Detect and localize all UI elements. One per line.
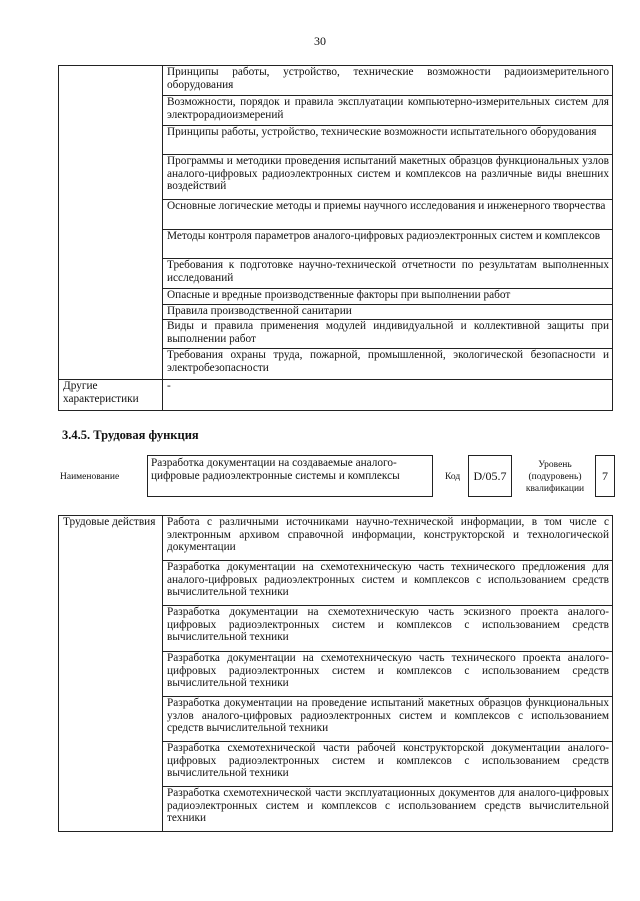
table-cell: Требования к подготовке научно-технической отчетности по результатам выполненных исследований xyxy=(163,259,613,289)
table-row xyxy=(59,380,613,411)
table-row xyxy=(59,66,613,96)
table-cell: Требования охраны труда, пожарной, промышленной, экологической безопасности и электробезопасности xyxy=(163,349,613,380)
other-characteristics-value: - xyxy=(163,380,613,411)
function-header xyxy=(58,455,615,503)
work-actions-label: Трудовые действия xyxy=(59,516,163,832)
table-cell: Принципы работы, устройство, технические возможности радиоизмерительного оборудования xyxy=(163,66,613,96)
table-cell: Основные логические методы и приемы научного исследования и инженерного творчества xyxy=(163,200,613,230)
function-code: D/05.7 xyxy=(468,455,512,497)
table-row xyxy=(59,516,613,561)
table-cell: Разработка документации на схемотехническую часть эскизного проекта аналого-цифровых радиоэлектронных систем и комплексов с использованием средств вычислительной техники xyxy=(163,606,613,652)
table-cell: Разработка документации на схемотехническую часть технического проекта аналого-цифровых радиоэлектронных систем и комплексов с использованием средств вычислительной техники xyxy=(163,652,613,697)
page-number: 30 xyxy=(314,34,326,48)
table-cell: Возможности, порядок и правила эксплуатации компьютерно-измерительных систем для электрорадиоизмерений xyxy=(163,96,613,126)
table-cell: Разработка схемотехнической части рабочей конструкторской документации аналого-цифровых радиоэлектронных систем и комплексов с использованием средств вычислительной техники xyxy=(163,742,613,787)
table-cell: Виды и правила применения модулей индивидуальной и коллективной защиты при выполнении работ xyxy=(163,320,613,349)
name-label: Наименование xyxy=(60,472,120,482)
table-cell: Программы и методики проведения испытаний макетных образцов функциональных узлов аналого-цифровых радиоэлектронных систем и комплексов на различные виды внешних воздействий xyxy=(163,155,613,200)
row-label-cell xyxy=(59,66,163,380)
table-cell: Опасные и вредные производственные факторы при выполнении работ xyxy=(163,289,613,305)
table-cell: Правила производственной санитарии xyxy=(163,305,613,320)
function-name: Разработка документации на создаваемые аналого-цифровые радиоэлектронные системы и комплексы xyxy=(147,455,433,497)
table-cell: Методы контроля параметров аналого-цифровых радиоэлектронных систем и комплексов xyxy=(163,230,613,259)
table-cell: Разработка документации на проведение испытаний макетных образцов функциональных узлов аналого-цифровых радиоэлектронных систем и комплексов с использованием средств вычислительной техники xyxy=(163,697,613,742)
table-cell: Разработка документации на схемотехническую часть технического предложения для аналого-цифровых радиоэлектронных систем и комплексов с использованием средств вычислительной техники xyxy=(163,561,613,606)
knowledge-table xyxy=(58,65,613,411)
table-cell: Работа с различными источниками научно-технической информации, в том числе с электронным архивом справочной информации, конструкторской и технологической документации xyxy=(163,516,613,561)
section-title: 3.4.5. Трудовая функция xyxy=(62,428,199,442)
qualification-level: 7 xyxy=(595,455,615,497)
table-cell: Разработка схемотехнической части эксплуатационных документов для аналого-цифровых радиоэлектронных систем и комплексов с использованием средств вычислительной техники xyxy=(163,787,613,832)
other-characteristics-label: Другие характеристики xyxy=(59,380,163,411)
table-cell: Принципы работы, устройство, технические возможности испытательного оборудования xyxy=(163,126,613,155)
work-actions-table xyxy=(58,515,613,832)
code-label: Код xyxy=(445,472,461,482)
level-label: Уровень (подуровень) квалификации xyxy=(525,460,585,494)
